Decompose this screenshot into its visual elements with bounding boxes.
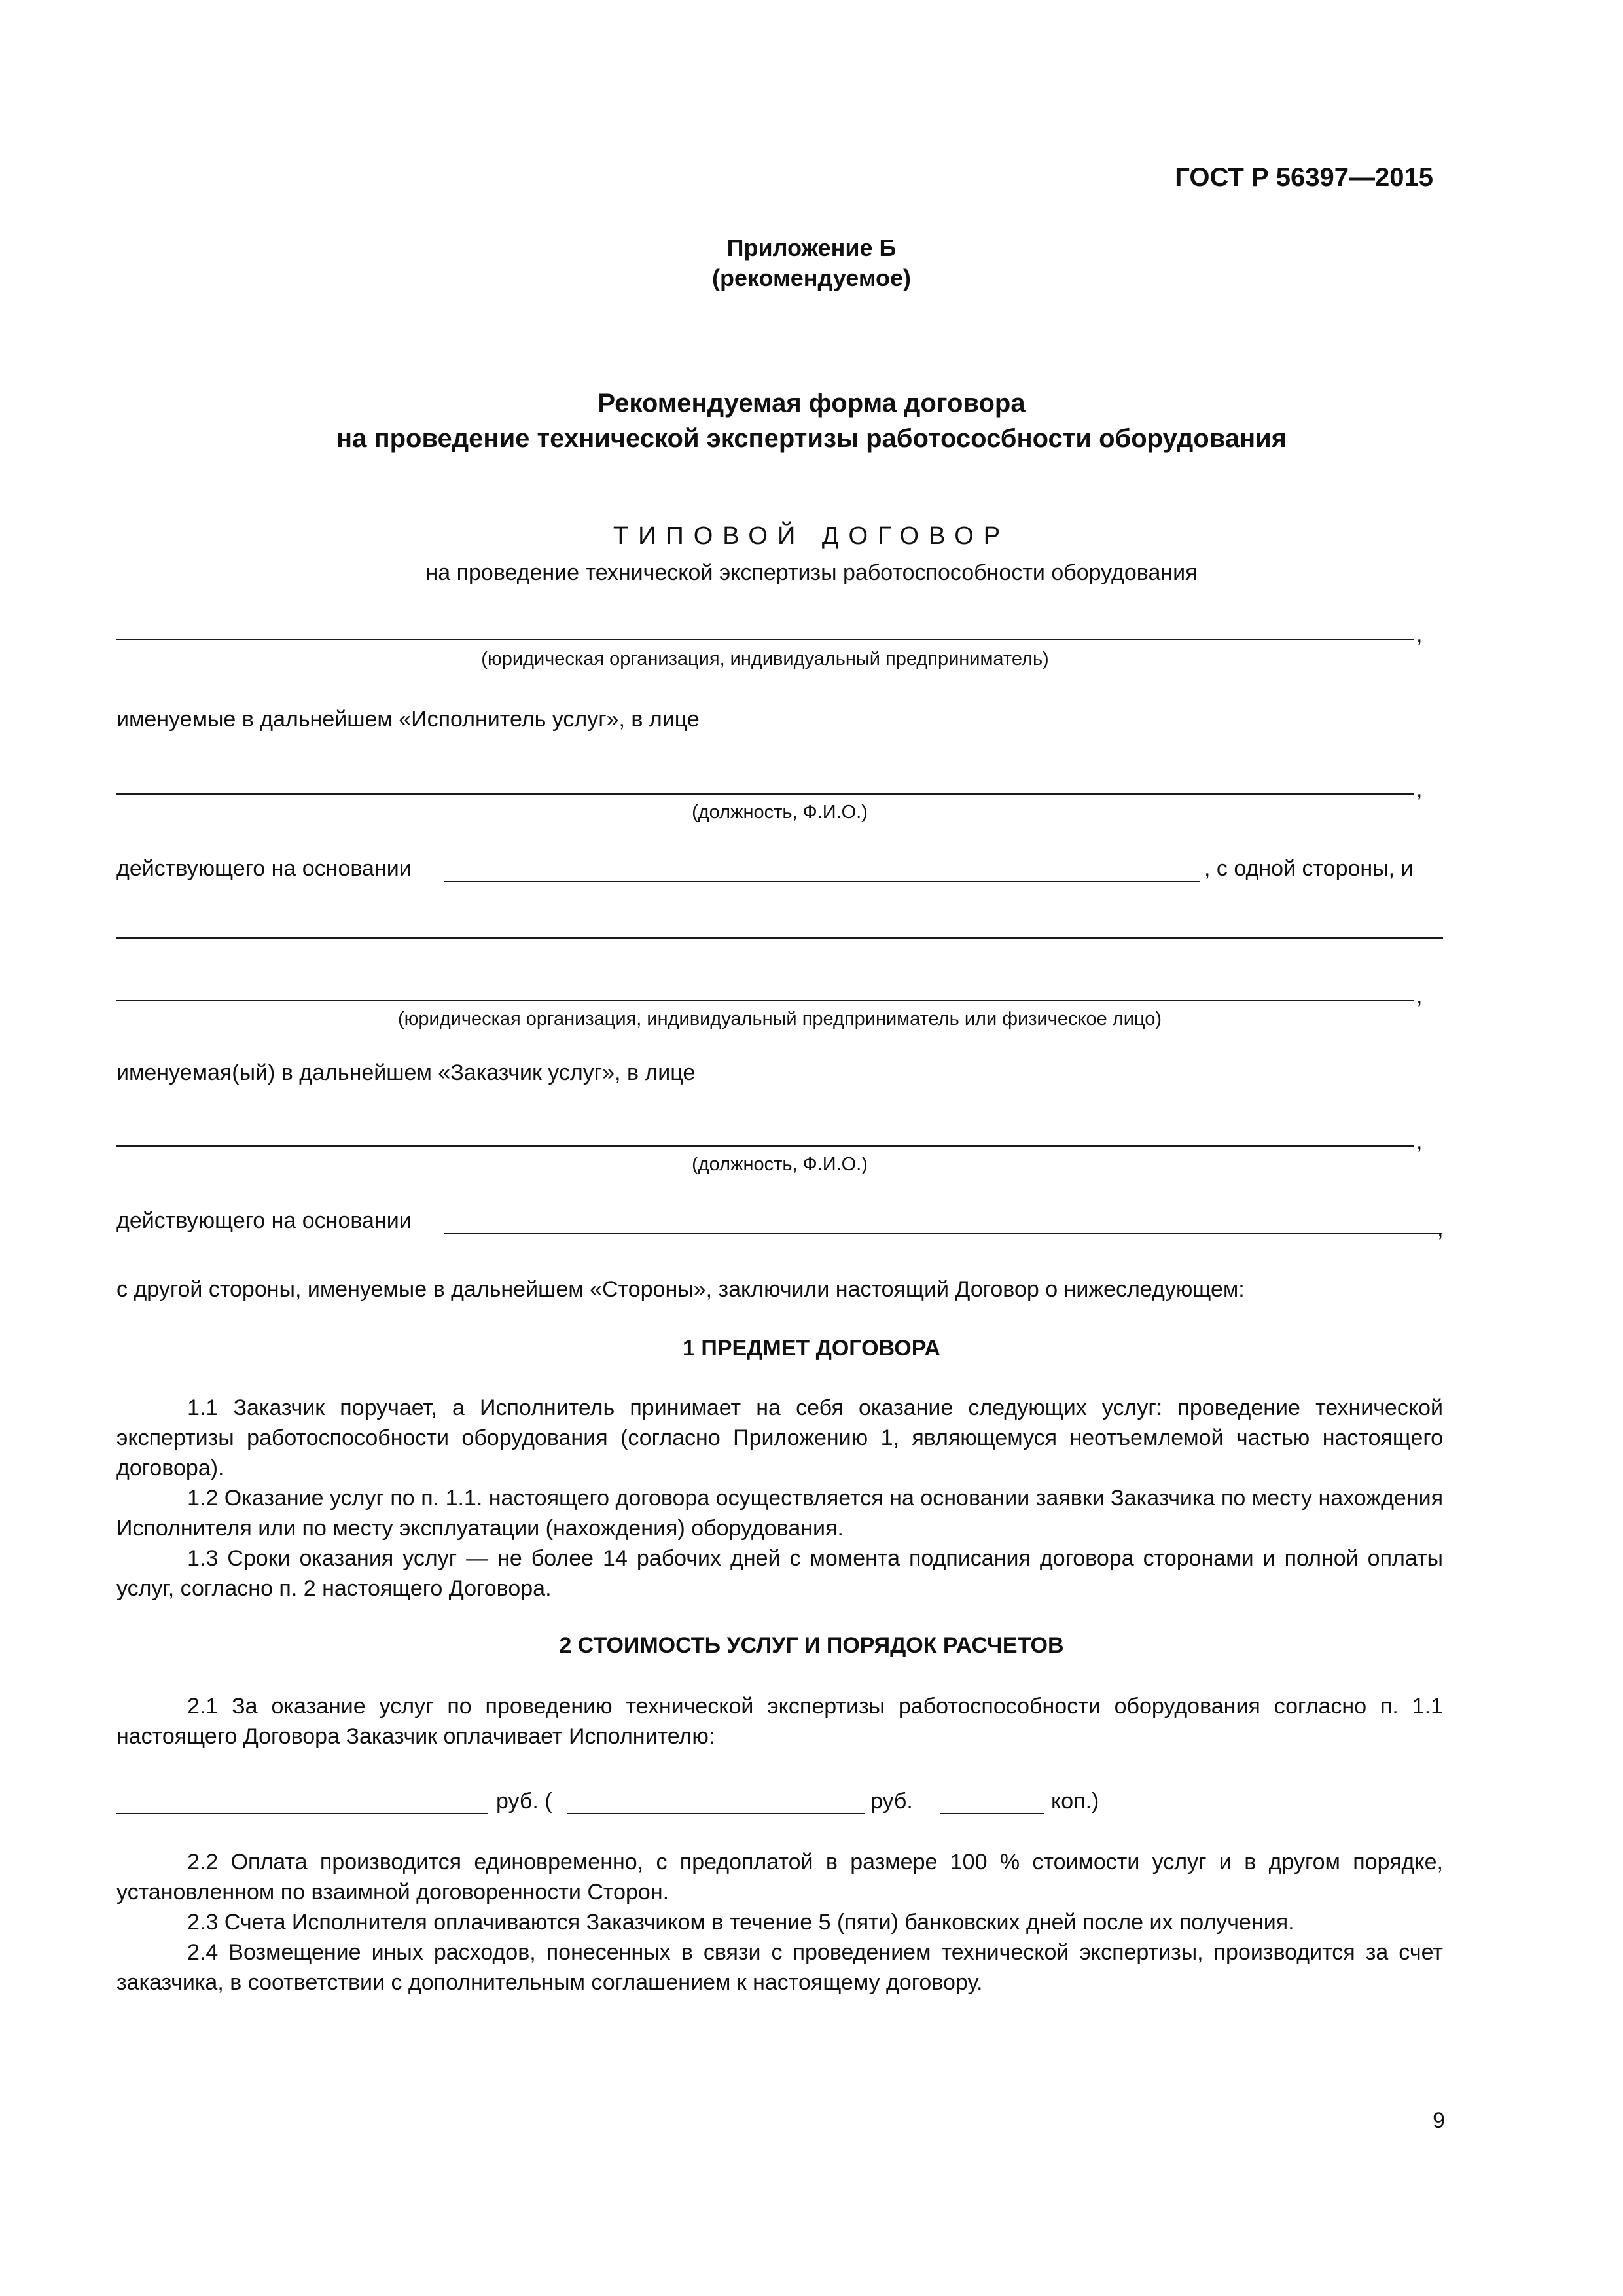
customer-org-caption: (юридическая организация, индивидуальный предприниматель или физическое лицо) bbox=[397, 1009, 1162, 1030]
clause-2-4: 2.4 Возмещение иных расходов, понесенных в связи с проведением технической экспертизы, производится за счет заказчика, в соответствии с дополнительным соглашением к настоящему договору. bbox=[116, 1940, 1443, 1995]
kop-label: коп.) bbox=[1051, 1789, 1099, 1814]
customer-basis-field[interactable] bbox=[444, 1233, 1442, 1234]
clause-2-3: 2.3 Счета Исполнителя оплачиваются Заказчиком в течение 5 (пяти) банковских дней после их получения. bbox=[187, 1910, 1294, 1935]
form-title-line-2: на проведение технической экспертизы работососбности оборудования bbox=[336, 424, 1287, 453]
comma: , bbox=[1416, 984, 1423, 1009]
customer-org-field-1[interactable] bbox=[116, 937, 1443, 939]
clause-1-3: 1.3 Сроки оказания услуг — не более 14 рабочих дней с момента подписания договора сторонами и полной оплаты услуг, согласно п. 2 настоящего Договора. bbox=[116, 1546, 1443, 1601]
section-2-title: 2 СТОИМОСТЬ УСЛУГ И ПОРЯДОК РАСЧЕТОВ bbox=[559, 1633, 1064, 1658]
comma: , bbox=[1416, 777, 1423, 802]
form-title-line-1: Рекомендуемая форма договора bbox=[597, 389, 1026, 418]
comma: , bbox=[1437, 1217, 1444, 1242]
page-number: 9 bbox=[1433, 2108, 1445, 2133]
other-side-text: с другой стороны, именуемые в дальнейшем «Стороны», заключили настоящий Договор о нижеследующем: bbox=[116, 1277, 1245, 1302]
one-side-text: , с одной стороны, и bbox=[1204, 856, 1414, 881]
position-fio-caption-1: (должность, Ф.И.О.) bbox=[692, 802, 868, 823]
section-1-title: 1 ПРЕДМЕТ ДОГОВОРА bbox=[683, 1336, 940, 1361]
amount-words-field[interactable] bbox=[567, 1813, 865, 1814]
comma: , bbox=[1416, 1129, 1423, 1154]
contractor-named-as: именуемые в дальнейшем «Исполнитель услуг», в лице bbox=[116, 707, 700, 732]
amount-rub-field[interactable] bbox=[116, 1813, 488, 1814]
comma: , bbox=[1416, 622, 1423, 647]
clause-1-1: 1.1 Заказчик поручает, а Исполнитель принимает на себя оказание следующих услуг: проведение технической экспертизы работоспособности оборудования (согласно Приложению 1, являющемуся неотъемлемой частью настоящего договора). bbox=[116, 1395, 1443, 1480]
standard-id: ГОСТ Р 56397—2015 bbox=[1175, 163, 1433, 192]
contractor-org-caption: (юридическая организация, индивидуальный предприниматель) bbox=[481, 649, 1049, 670]
amount-kop-field[interactable] bbox=[940, 1813, 1044, 1814]
contract-heading: ТИПОВОЙ ДОГОВОР bbox=[613, 522, 1010, 550]
customer-position-field[interactable] bbox=[116, 1145, 1414, 1147]
annex-title: Приложение Б bbox=[726, 234, 897, 261]
clause-1-2: 1.2 Оказание услуг по п. 1.1. настоящего договора осуществляется на основании заявки Заказчика по месту нахождения Исполнителя или по месту эксплуатации (нахождения) оборудования. bbox=[116, 1486, 1443, 1541]
clause-2-2: 2.2 Оплата производится единовременно, с предоплатой в размере 100 % стоимости услуг и в другом порядке, установленном по взаимной договоренности Сторон. bbox=[116, 1850, 1443, 1905]
contract-subheading: на проведение технической экспертизы работоспособности оборудования bbox=[425, 560, 1198, 585]
clause-2-1: 2.1 За оказание услуг по проведению технической экспертизы работоспособности оборудования согласно п. 1.1 настоящего Договора Заказчик оплачивает Исполнителю: bbox=[116, 1694, 1443, 1749]
rub-label: руб. bbox=[870, 1789, 913, 1814]
position-fio-caption-2: (должность, Ф.И.О.) bbox=[692, 1154, 868, 1175]
contractor-basis-field[interactable] bbox=[444, 881, 1200, 882]
contractor-position-field[interactable] bbox=[116, 793, 1414, 795]
acting-basis-label-1: действующего на основании bbox=[116, 856, 412, 881]
annex-status: (рекомендуемое) bbox=[712, 264, 911, 291]
rub-open-label: руб. ( bbox=[496, 1789, 552, 1814]
customer-named-as: именуемая(ый) в дальнейшем «Заказчик услуг», в лице bbox=[116, 1060, 696, 1085]
contractor-org-field[interactable] bbox=[116, 639, 1414, 640]
acting-basis-label-2: действующего на основании bbox=[116, 1208, 412, 1233]
customer-org-field-2[interactable] bbox=[116, 1000, 1414, 1001]
